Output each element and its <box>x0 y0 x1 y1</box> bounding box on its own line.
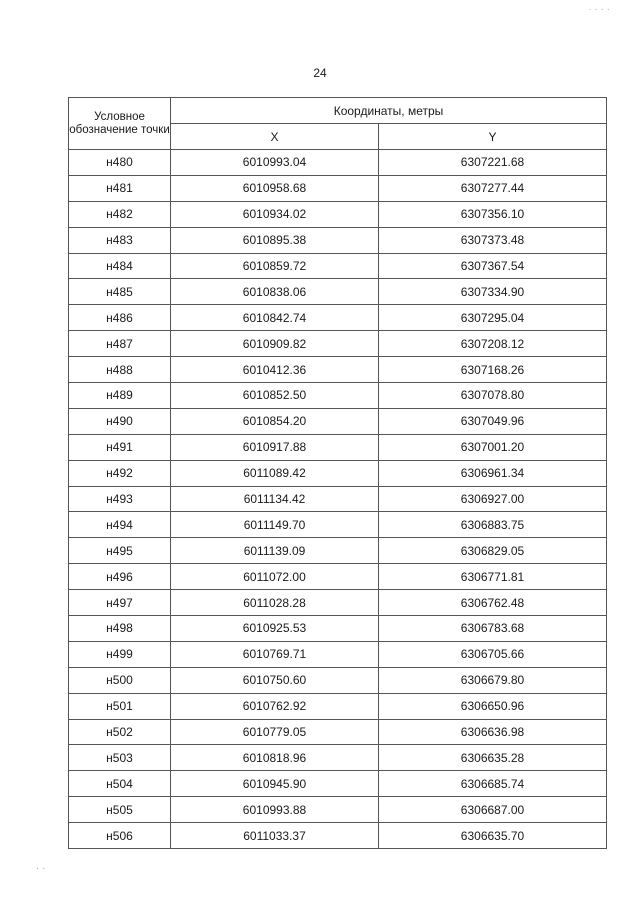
table-row <box>69 227 607 253</box>
y-cell: 6306635.70 <box>379 823 607 849</box>
y-cell: 6306687.00 <box>379 797 607 823</box>
table-row <box>69 253 607 279</box>
point-cell: н494 <box>69 512 171 538</box>
point-cell: н480 <box>69 150 171 176</box>
x-cell: 6011134.42 <box>171 486 379 512</box>
x-cell: 6010895.38 <box>171 227 379 253</box>
point-cell: н506 <box>69 823 171 849</box>
point-cell: н483 <box>69 227 171 253</box>
table-row <box>69 771 607 797</box>
y-cell: 6306771.81 <box>379 564 607 590</box>
x-cell: 6010925.53 <box>171 616 379 642</box>
table-row <box>69 201 607 227</box>
point-cell: н497 <box>69 590 171 616</box>
y-cell: 6307078.80 <box>379 383 607 409</box>
x-cell: 6011028.28 <box>171 590 379 616</box>
point-cell: н485 <box>69 279 171 305</box>
table-row <box>69 667 607 693</box>
y-cell: 6307334.90 <box>379 279 607 305</box>
y-cell: 6307208.12 <box>379 331 607 357</box>
table-row <box>69 486 607 512</box>
table-row <box>69 823 607 849</box>
scan-dots-corner: · · <box>36 863 46 874</box>
x-cell: 6010779.05 <box>171 719 379 745</box>
table-row <box>69 175 607 201</box>
table-row <box>69 383 607 409</box>
x-cell: 6011149.70 <box>171 512 379 538</box>
y-cell: 6306961.34 <box>379 460 607 486</box>
y-cell: 6307049.96 <box>379 408 607 434</box>
y-cell: 6306762.48 <box>379 590 607 616</box>
point-cell: н486 <box>69 305 171 331</box>
x-cell: 6010852.50 <box>171 383 379 409</box>
point-cell: н493 <box>69 486 171 512</box>
x-cell: 6010909.82 <box>171 331 379 357</box>
point-cell: н496 <box>69 564 171 590</box>
header-x: X <box>171 124 379 150</box>
x-cell: 6010993.88 <box>171 797 379 823</box>
x-cell: 6010842.74 <box>171 305 379 331</box>
y-cell: 6307373.48 <box>379 227 607 253</box>
y-cell: 6306650.96 <box>379 693 607 719</box>
y-cell: 6306883.75 <box>379 512 607 538</box>
x-cell: 6010818.96 <box>171 745 379 771</box>
x-cell: 6010854.20 <box>171 408 379 434</box>
table-row <box>69 538 607 564</box>
y-cell: 6306705.66 <box>379 641 607 667</box>
point-cell: н487 <box>69 331 171 357</box>
x-cell: 6010412.36 <box>171 357 379 383</box>
x-cell: 6011089.42 <box>171 460 379 486</box>
table-row <box>69 279 607 305</box>
x-cell: 6010838.06 <box>171 279 379 305</box>
point-cell: н505 <box>69 797 171 823</box>
table-row <box>69 641 607 667</box>
y-cell: 6307295.04 <box>379 305 607 331</box>
point-cell: н490 <box>69 408 171 434</box>
table-row <box>69 305 607 331</box>
table-row <box>69 460 607 486</box>
point-cell: н503 <box>69 745 171 771</box>
y-cell: 6307221.68 <box>379 150 607 176</box>
table-row <box>69 408 607 434</box>
y-cell: 6307356.10 <box>379 201 607 227</box>
coordinates-table <box>68 97 607 849</box>
y-cell: 6306927.00 <box>379 486 607 512</box>
table-row <box>69 693 607 719</box>
point-cell: н482 <box>69 201 171 227</box>
point-cell: н488 <box>69 357 171 383</box>
table-row <box>69 357 607 383</box>
y-cell: 6307001.20 <box>379 434 607 460</box>
y-cell: 6306685.74 <box>379 771 607 797</box>
table-row <box>69 616 607 642</box>
y-cell: 6306679.80 <box>379 667 607 693</box>
point-cell: н504 <box>69 771 171 797</box>
y-cell: 6306783.68 <box>379 616 607 642</box>
table-row <box>69 590 607 616</box>
point-cell: н498 <box>69 616 171 642</box>
x-cell: 6010917.88 <box>171 434 379 460</box>
table-row <box>69 719 607 745</box>
table-row <box>69 745 607 771</box>
y-cell: 6306829.05 <box>379 538 607 564</box>
y-cell: 6306635.28 <box>379 745 607 771</box>
header-coordinates: Координаты, метры <box>171 98 607 124</box>
table-row <box>69 434 607 460</box>
table-row <box>69 512 607 538</box>
table-row <box>69 150 607 176</box>
x-cell: 6010993.04 <box>171 150 379 176</box>
table-row <box>69 797 607 823</box>
point-cell: н499 <box>69 641 171 667</box>
point-cell: н500 <box>69 667 171 693</box>
x-cell: 6010945.90 <box>171 771 379 797</box>
x-cell: 6010934.02 <box>171 201 379 227</box>
y-cell: 6307277.44 <box>379 175 607 201</box>
x-cell: 6011139.09 <box>171 538 379 564</box>
point-cell: н492 <box>69 460 171 486</box>
x-cell: 6011033.37 <box>171 823 379 849</box>
point-cell: н491 <box>69 434 171 460</box>
header-point-designation: Условное обозначение точки <box>69 98 171 150</box>
scan-dots-top: · · · · <box>588 4 610 15</box>
y-cell: 6307168.26 <box>379 357 607 383</box>
table-row <box>69 331 607 357</box>
x-cell: 6010958.68 <box>171 175 379 201</box>
point-cell: н489 <box>69 383 171 409</box>
x-cell: 6010859.72 <box>171 253 379 279</box>
x-cell: 6011072.00 <box>171 564 379 590</box>
x-cell: 6010750.60 <box>171 667 379 693</box>
table-row <box>69 564 607 590</box>
point-cell: н481 <box>69 175 171 201</box>
y-cell: 6306636.98 <box>379 719 607 745</box>
table-body <box>69 150 607 849</box>
point-cell: н484 <box>69 253 171 279</box>
point-cell: н501 <box>69 693 171 719</box>
y-cell: 6307367.54 <box>379 253 607 279</box>
page-number: 24 <box>313 66 327 80</box>
point-cell: н502 <box>69 719 171 745</box>
x-cell: 6010762.92 <box>171 693 379 719</box>
header-y: Y <box>379 124 607 150</box>
x-cell: 6010769.71 <box>171 641 379 667</box>
point-cell: н495 <box>69 538 171 564</box>
